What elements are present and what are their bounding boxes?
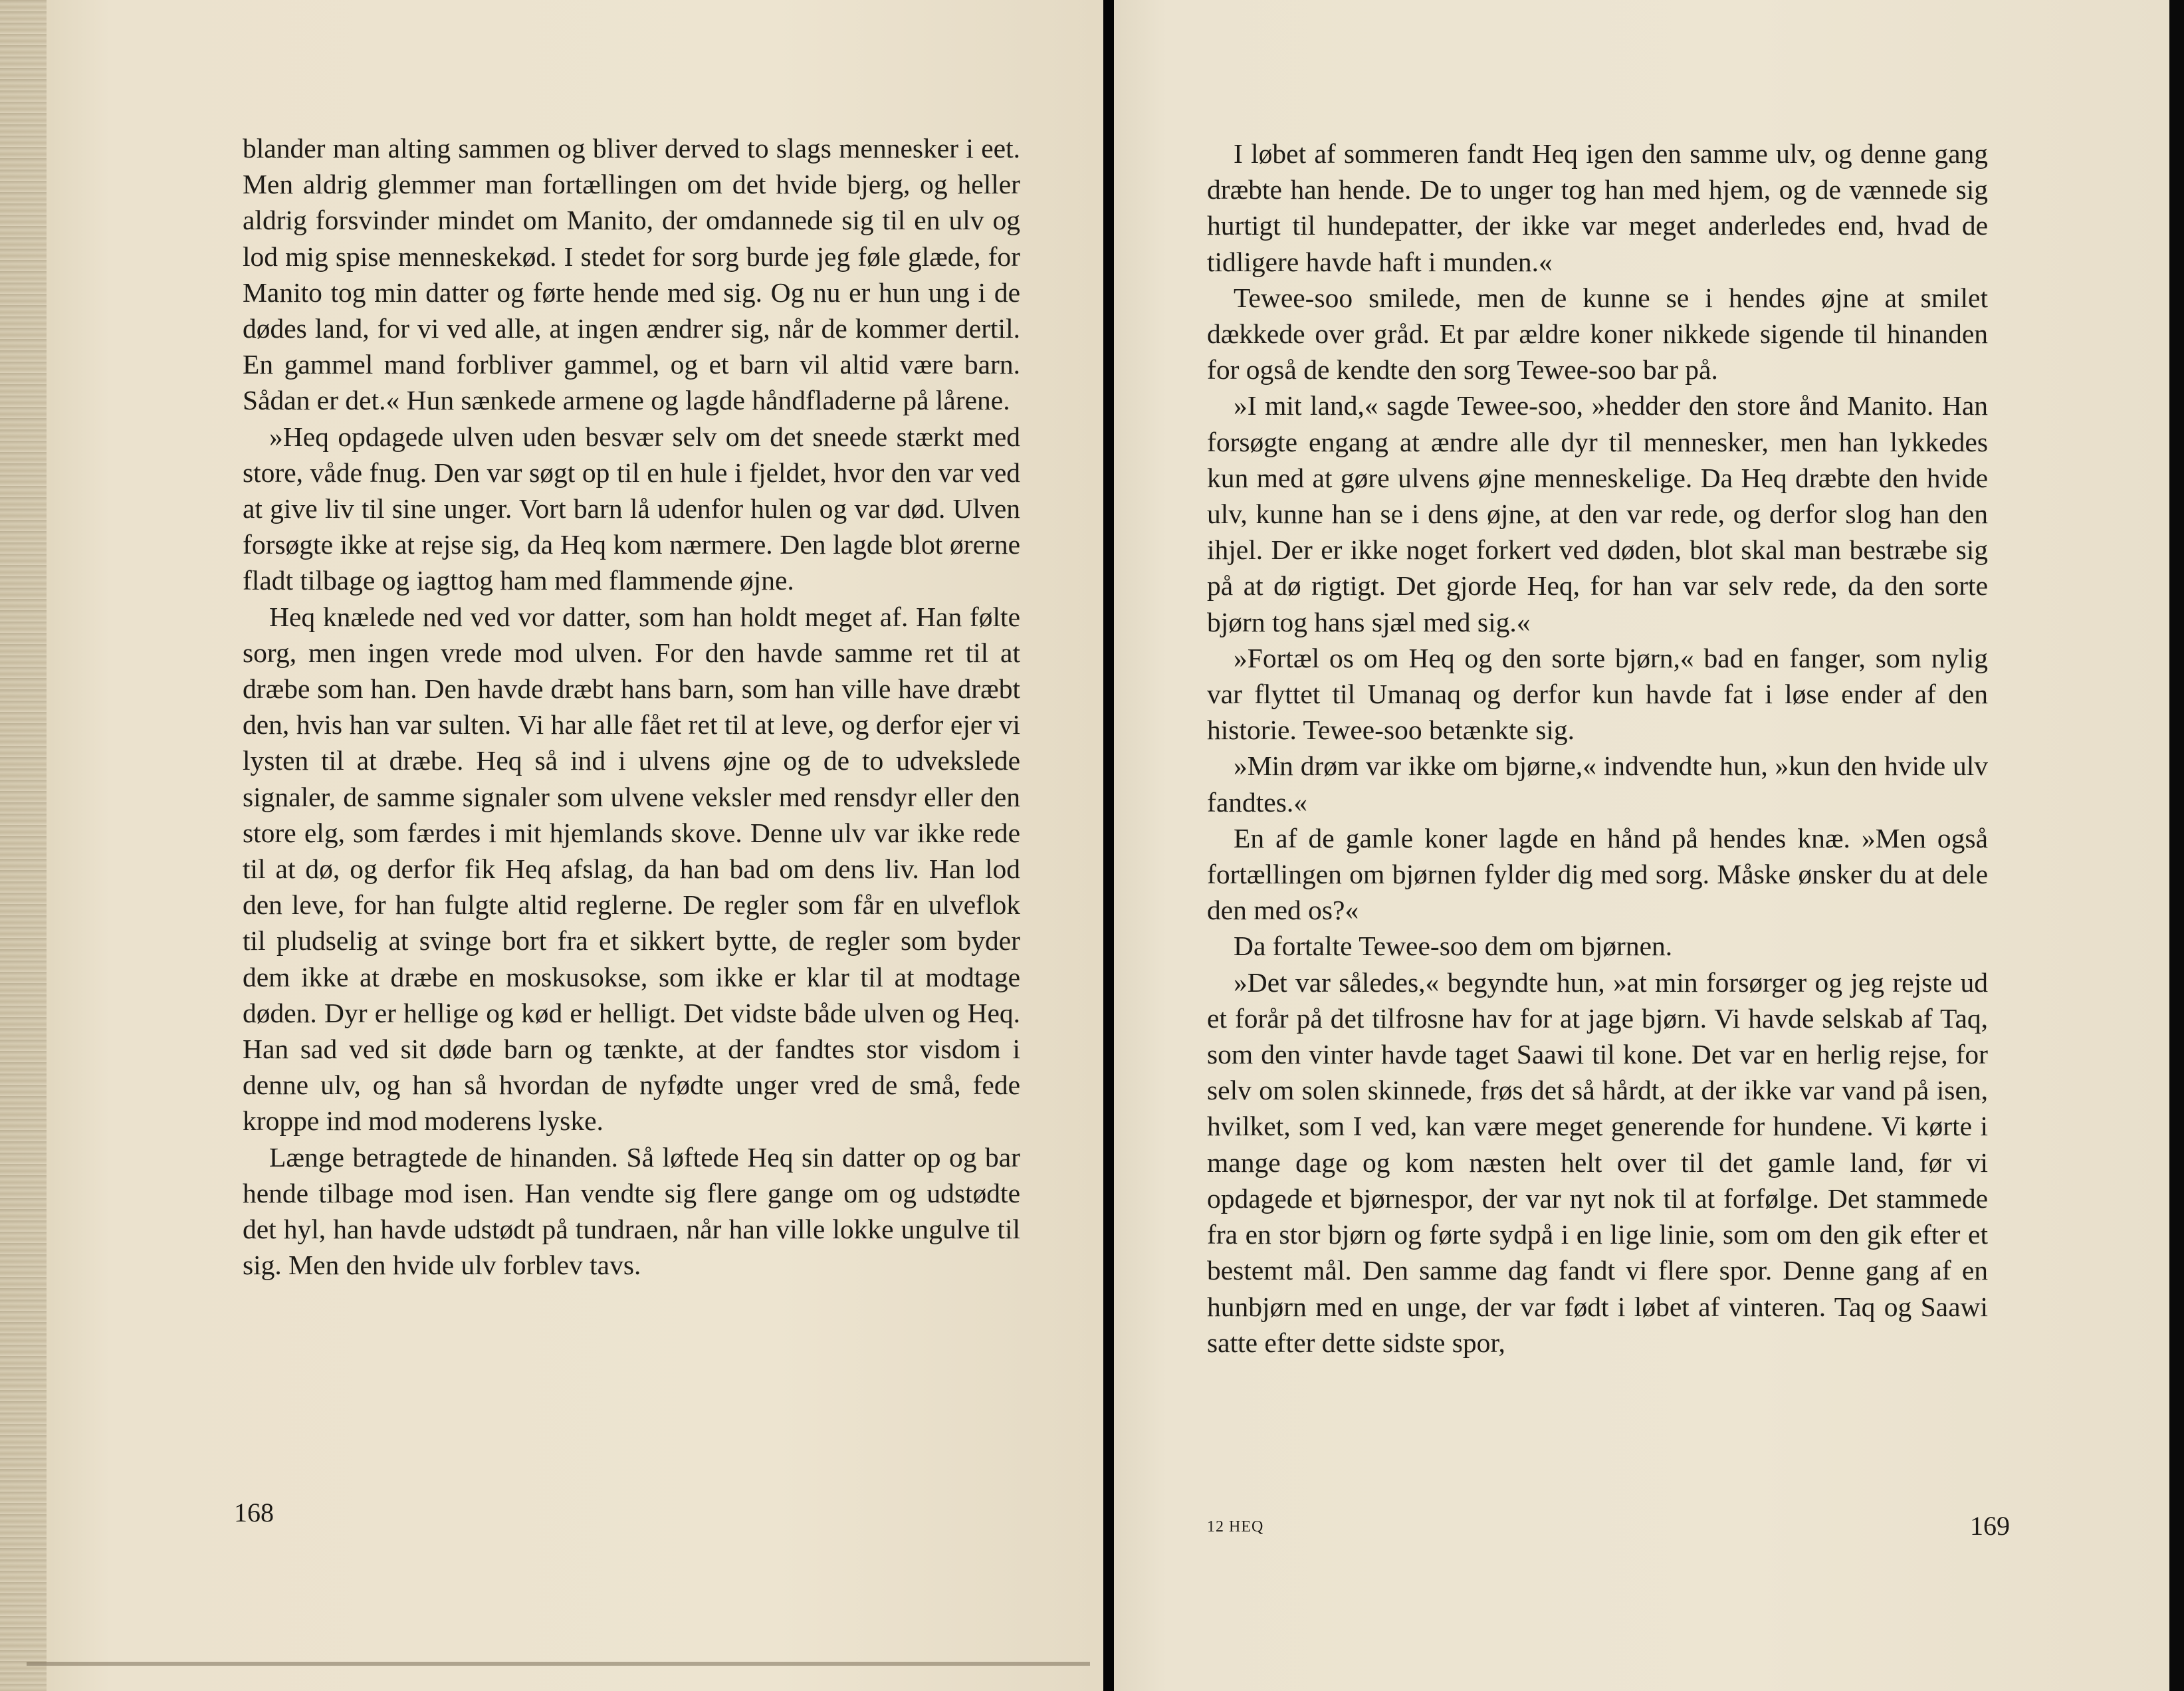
page-edge: [0, 0, 47, 1691]
paragraph: »Heq opdagede ulven uden besvær selv om det sneede stærkt med store, våde fnug. Den var søgt op til en hule i fjeldet, hvor den var ved at give liv til sine unger. Vort barn lå udenfor hulen og var død. Ulven forsøgte ikke at rejse sig, da Heq kom nærmere. Den lagde blot ørerne fladt tilbage og iagttog ham med flammende øjne.: [243, 421, 1020, 596]
paragraph: »Det var således,« begyndte hun, »at min forsørger og jeg rejste ud et forår på det tilfrosne hav for at jage bjørn. Vi havde selskab af Taq, som den vinter havde taget Saawi til kone. Det var en herlig rejse, for selv om solen skinnede, frøs det så hårdt, at der ikke var vand på isen, hvilket, som I ved, kan være meget generende for hundene. Vi kørte i mange dage og kom næsten helt over til det gamle land, før vi opdagede et bjørnespor, der var nyt nok til at forfølge. Det stammede fra en stor bjørn og førte sydpå i en lige linie, som om den gik efter et bestemt mål. Den samme dag fandt vi flere spor. Denne gang af en hunbjørn med en unge, der var født i løbet af vinteren. Taq og Saawi satte efter dette sidste spor,: [1207, 966, 1988, 1358]
paragraph: »Fortæl os om Heq og den sorte bjørn,« bad en fanger, som nylig var flyttet til Umanaq og derfor kun havde fat i løse ender af den historie. Tewee-soo betænkte sig.: [1207, 642, 1988, 746]
page-number: 169: [1970, 1511, 2010, 1541]
right-page: [1114, 0, 2169, 1691]
page-number: 168: [234, 1498, 274, 1527]
paragraph: Heq knælede ned ved vor datter, som han holdt meget af. Han følte sorg, men ingen vrede mod ulven. For den havde samme ret til at dræbe som han. Den havde dræbt hans barn, som han ville have dræbt den, hvis han var sulten. Vi har alle fået ret til at leve, og derfor ejer vi lysten til at dræbe. Heq så ind i ulvens øjne og de to udvekslede signaler, de samme signaler som ulvene veksler med rensdyr eller den store elg, som færdes i mit hjemlands skove. Denne ulv var ikke rede til at dø, og derfor fik Heq afslag, da han bad om dens liv. Han lod den leve, for han fulgte altid reglerne. De regler som får en ulveflok til pludselig at svinge bort fra et sikkert bytte, de regler som byder dem ikke at dræbe en moskusokse, som ikke er klar til at modtage døden. Dyr er hellige og kød er helligt. Det vidste både ulven og Heq. Han sad ved sit døde barn og tænkte, at der fandtes stor visdom i denne ulv, og han så hvordan de nyfødte unger vred de små, fede kroppe ind mod moderens lyske.: [243, 601, 1020, 1137]
paragraph: blander man alting sammen og bliver derved to slags mennesker i eet. Men aldrig glemmer man fortællingen om det hvide bjerg, og heller aldrig forsvinder mindet om Manito, der omdannede sig til en ulv og lod mig spise menneskekød. I stedet for sorg burde jeg føle glæde, for Manito tog min datter og førte hende med sig. Og nu er hun ung i de dødes land, for vi ved alle, at ingen ændrer sig, når de kommer dertil. En gammel mand forbliver gammel, og et barn vil altid være barn. Sådan er det.« Hun sænkede armene og lagde håndfladerne på lårene.: [243, 133, 1020, 416]
paragraph: Længe betragtede de hinanden. Så løftede Heq sin datter op og bar hende tilbage mod isen. Han vendte sig flere gange om og udstødte det hyl, han havde udstødt på tundraen, når han ville lokke ungulve til sig. Men den hvide ulv forblev tavs.: [243, 1141, 1020, 1281]
paragraph: »Min drøm var ikke om bjørne,« indvendte hun, »kun den hvide ulv fandtes.«: [1207, 750, 1988, 818]
page-bottom-edge: [27, 1662, 1090, 1666]
background-edge: [2169, 0, 2184, 1691]
paragraph: En af de gamle koner lagde en hånd på hendes knæ. »Men også fortællingen om bjørnen fylder dig med sorg. Måske ønsker du at dele den med os?«: [1207, 822, 1988, 926]
signature-mark: 12 HEQ: [1207, 1518, 1264, 1535]
left-page-text: [243, 130, 1020, 1284]
paragraph: Da fortalte Tewee-soo dem om bjørnen.: [1234, 931, 1673, 962]
paragraph: »I mit land,« sagde Tewee-soo, »hedder den store ånd Manito. Han forsøgte engang at ændre alle dyr til mennesker, men han lykkedes kun med at gøre ulvens øjne menneskelige. Da Heq dræbte den hvide ulv, kunne han se i dens øjne, at den var rede, og derfor slog han den ihjel. Der er ikke noget forkert ved døden, blot skal man bestræbe sig på at dø rigtigt. Det gjorde Heq, for han var selv rede, da den sorte bjørn tog hans sjæl med sig.«: [1207, 390, 1988, 637]
paragraph: I løbet af sommeren fandt Heq igen den samme ulv, og denne gang dræbte han hende. De to unger tog han med hjem, og de vænnede sig hurtigt til hundepatter, der ikke var meget anderledes end, hvad de tidligere havde haft i munden.«: [1207, 138, 1988, 277]
paragraph: Tewee-soo smilede, men de kunne se i hendes øjne at smilet dækkede over gråd. Et par ældre koner nikkede sigende til hinanden for også de kendte den sorg Tewee-soo bar på.: [1207, 282, 1988, 386]
right-page-text: [1207, 136, 1988, 1361]
